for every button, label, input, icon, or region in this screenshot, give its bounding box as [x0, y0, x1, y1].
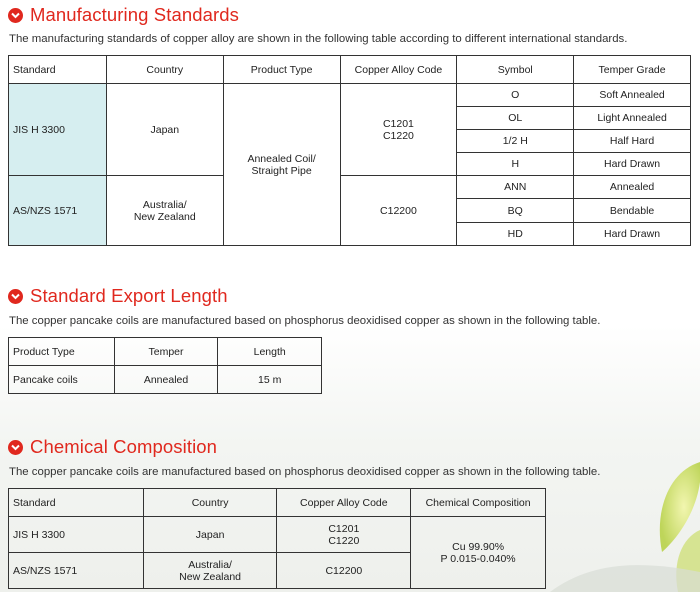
table-row	[9, 366, 322, 394]
header-product-type: Product Type	[223, 56, 340, 84]
cell-country: Japan	[106, 84, 223, 176]
cell-alloy-code: C1201 C1220	[340, 84, 457, 176]
cell-temper-grade: Annealed	[574, 176, 691, 199]
cell-symbol: BQ	[457, 199, 574, 223]
header-symbol: Symbol	[457, 56, 574, 84]
header-product-type: Product Type	[9, 338, 115, 366]
header-country: Country	[143, 489, 277, 517]
header-country: Country	[106, 56, 223, 84]
cell-standard: AS/NZS 1571	[9, 176, 107, 246]
export-length-table	[8, 337, 322, 394]
chevron-down-icon[interactable]	[8, 8, 23, 23]
header-alloy-code: Copper Alloy Code	[277, 489, 411, 517]
cell-product-type: Annealed Coil/ Straight Pipe	[223, 84, 340, 246]
cell-country: Australia/ New Zealand	[143, 553, 277, 589]
cell-composition: Cu 99.90% P 0.015-0.040%	[411, 517, 546, 589]
section-standard-export-length	[8, 285, 228, 307]
section-chemical-composition	[8, 436, 217, 458]
table-row	[9, 176, 691, 199]
cell-temper: Annealed	[114, 366, 218, 394]
cell-symbol: O	[457, 84, 574, 107]
section-title: Standard Export Length	[30, 285, 228, 306]
cell-alloy-code: C1201 C1220	[277, 517, 411, 553]
header-standard: Standard	[9, 56, 107, 84]
cell-symbol: 1/2 H	[457, 130, 574, 153]
cell-alloy-code: C12200	[340, 176, 457, 246]
header-temper: Temper	[114, 338, 218, 366]
cell-country: Japan	[143, 517, 277, 553]
cell-symbol: OL	[457, 107, 574, 130]
section-title: Manufacturing Standards	[30, 4, 240, 25]
cell-temper-grade: Bendable	[574, 199, 691, 223]
cell-temper-grade: Soft Annealed	[574, 84, 691, 107]
cell-temper-grade: Light Annealed	[574, 107, 691, 130]
header-standard: Standard	[9, 489, 144, 517]
chevron-down-icon[interactable]	[8, 440, 23, 455]
table-row	[9, 517, 546, 553]
cell-symbol: H	[457, 153, 574, 176]
cell-product-type: Pancake coils	[9, 366, 115, 394]
header-length: Length	[218, 338, 322, 366]
decorative-leaf-image	[550, 442, 700, 592]
cell-temper-grade: Half Hard	[574, 130, 691, 153]
cell-alloy-code: C12200	[277, 553, 411, 589]
section-description: The copper pancake coils are manufactured based on phosphorus deoxidised copper as shown in the following table.	[9, 315, 601, 327]
cell-symbol: HD	[457, 223, 574, 246]
cell-temper-grade: Hard Drawn	[574, 223, 691, 246]
section-title: Chemical Composition	[30, 436, 218, 457]
cell-length: 15 m	[218, 366, 322, 394]
section-manufacturing-standards	[8, 4, 239, 26]
table-header-row	[9, 338, 322, 366]
cell-symbol: ANN	[457, 176, 574, 199]
header-chemical-composition: Chemical Composition	[411, 489, 546, 517]
cell-temper-grade: Hard Drawn	[574, 153, 691, 176]
table-header-row	[9, 489, 546, 517]
section-description: The manufacturing standards of copper alloy are shown in the following table according to different international standards.	[9, 33, 628, 45]
cell-country: Australia/ New Zealand	[106, 176, 223, 246]
chevron-down-icon[interactable]	[8, 289, 23, 304]
header-alloy-code: Copper Alloy Code	[340, 56, 457, 84]
cell-standard: AS/NZS 1571	[9, 553, 144, 589]
manufacturing-standards-table	[8, 55, 691, 246]
header-temper-grade: Temper Grade	[574, 56, 691, 84]
cell-standard: JIS H 3300	[9, 517, 144, 553]
cell-standard: JIS H 3300	[9, 84, 107, 176]
table-row	[9, 84, 691, 107]
table-header-row	[9, 56, 691, 84]
chemical-composition-table	[8, 488, 546, 589]
section-description: The copper pancake coils are manufactured based on phosphorus deoxidised copper as shown in the following table.	[9, 466, 601, 478]
